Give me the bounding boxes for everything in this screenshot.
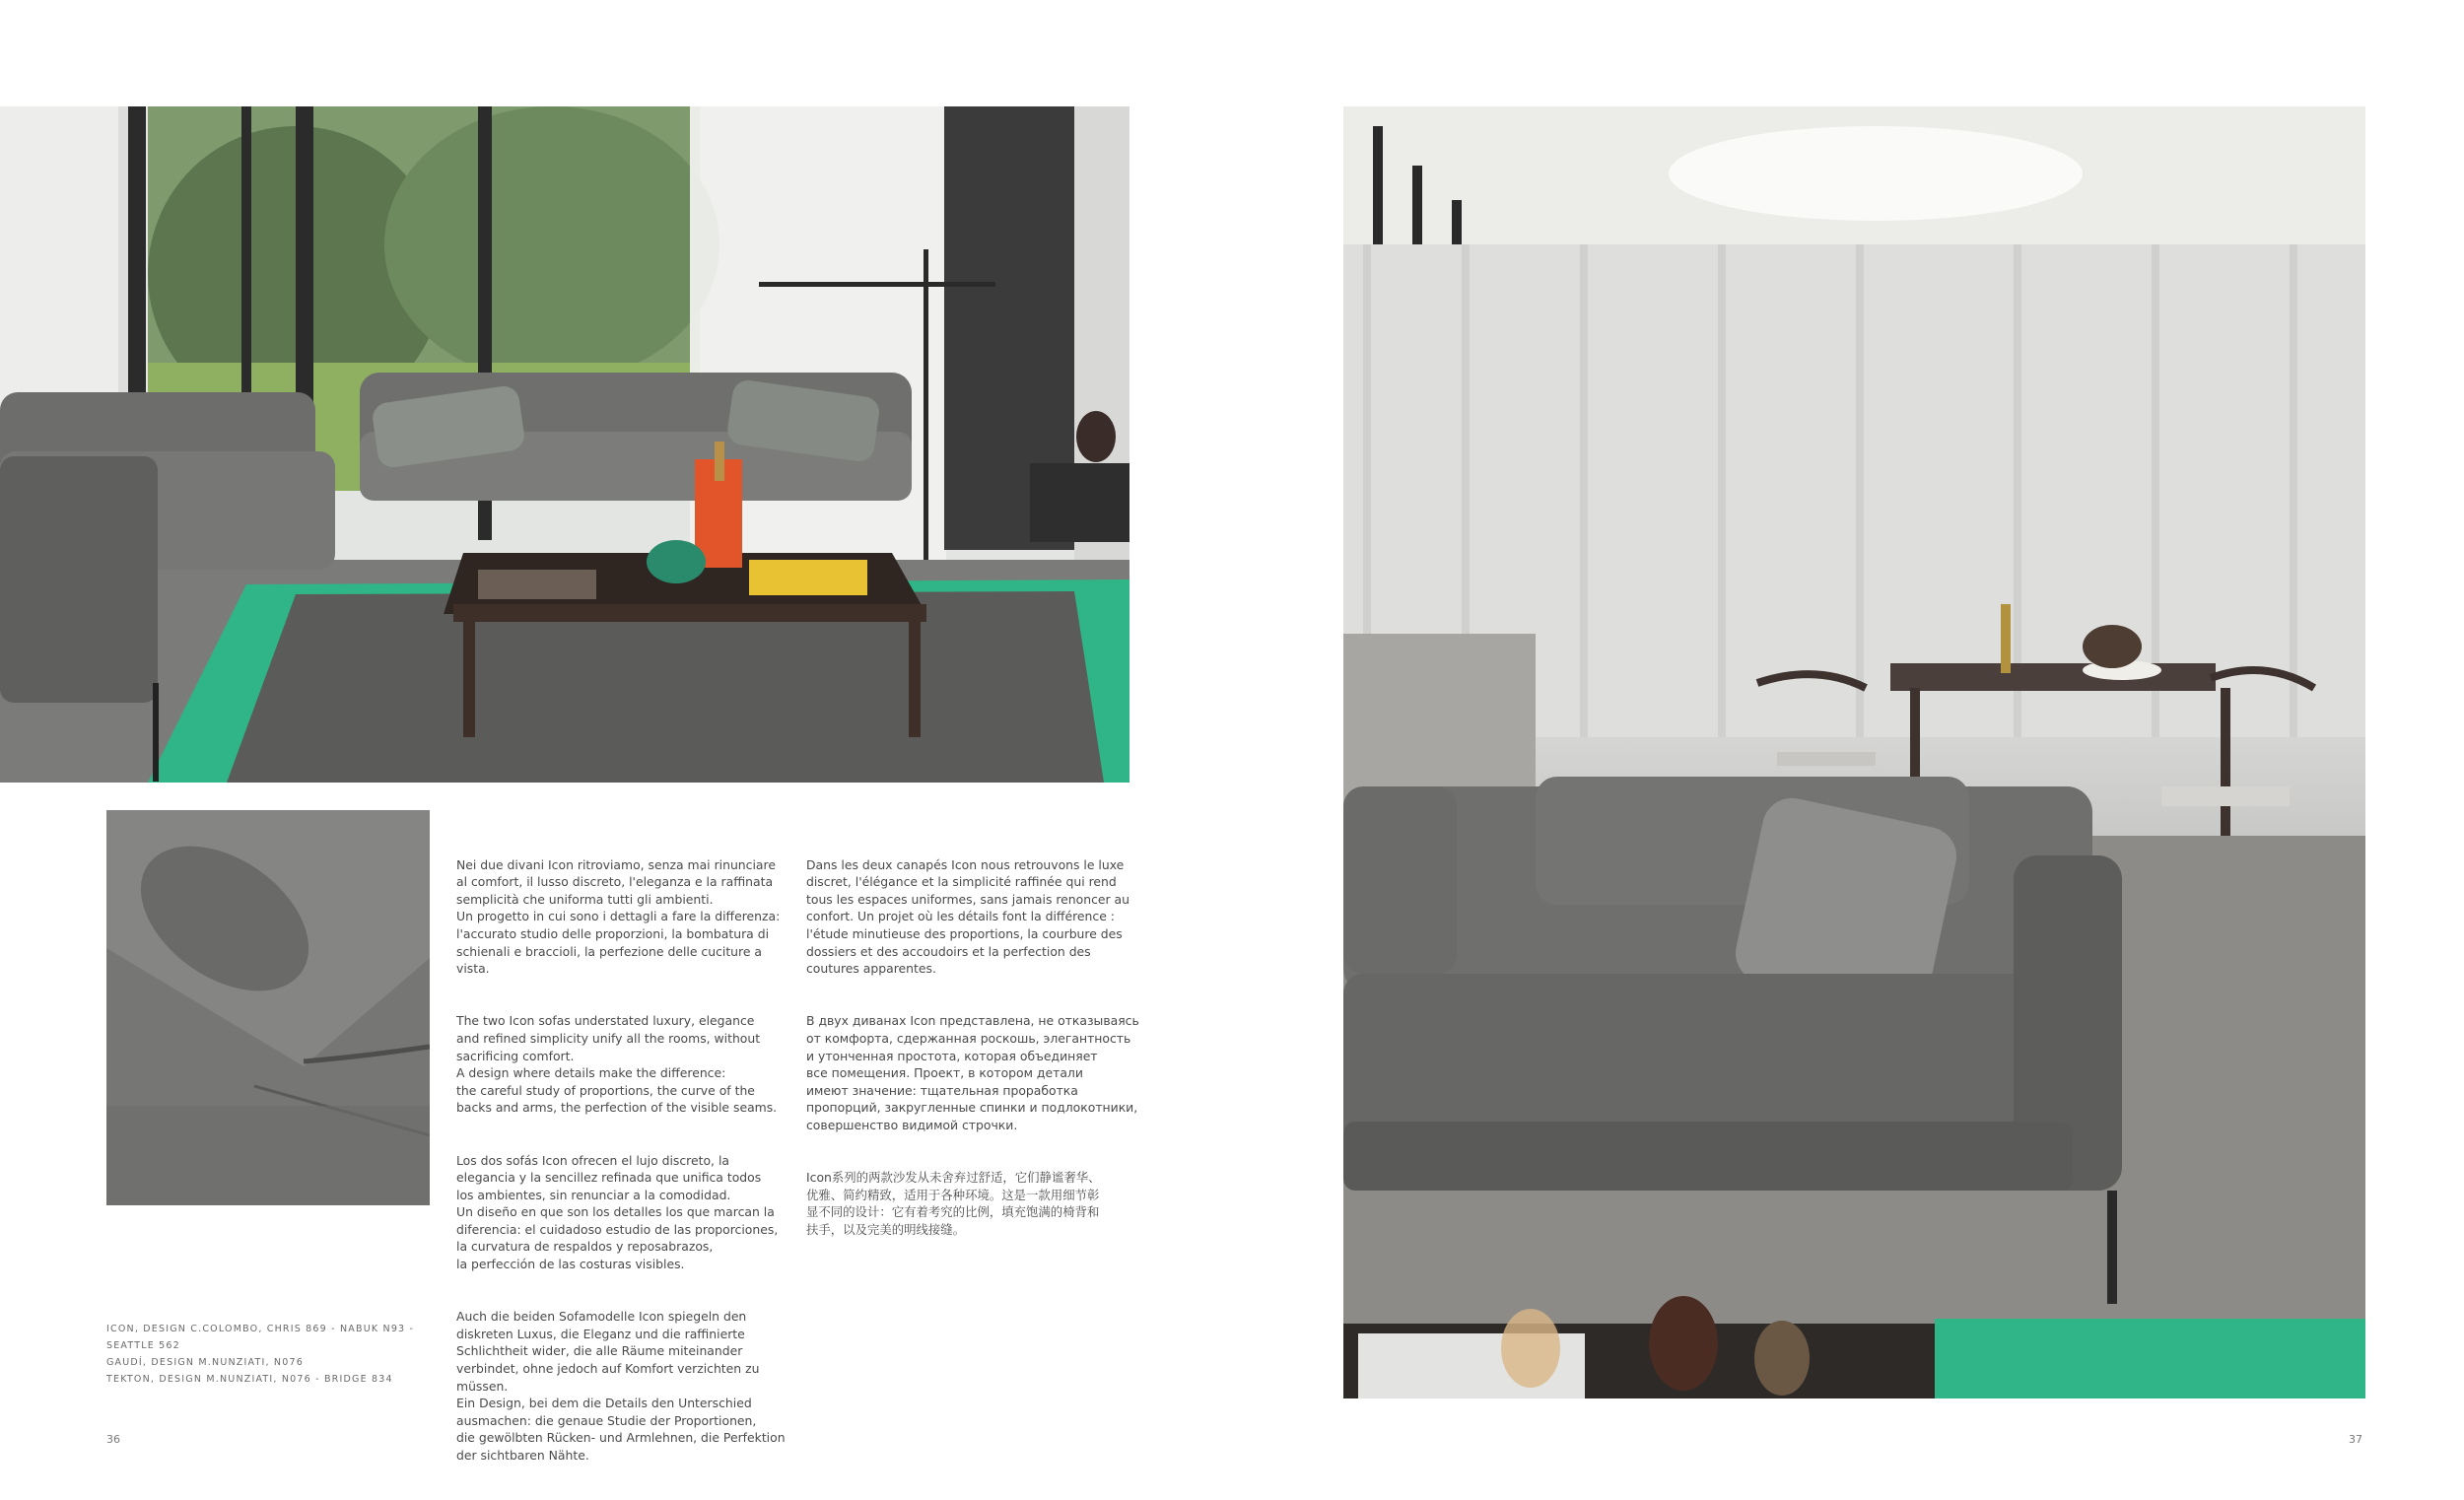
dining-room-illustration [1343,106,2365,1398]
dining-room-photo [1343,106,2365,1398]
paragraph-spanish: Los dos sofás Icon ofrecen el lujo discreto, la elegancia y la sencillez refinada que unifica todos los ambientes, sin renunciar a la comodidad. Un diseño en que son los detalles los que marcan la diferencia: el cuidadoso estudio de las proporciones, la curvatura de respaldos y reposabrazos, la perfección de las costuras visibles. [456,1152,779,1272]
caption-line: TEKTON, DESIGN M.NUNZIATI, N076 - BRIDGE 834 [106,1374,393,1385]
paragraph-chinese: Icon系列的两款沙发从未舍弃过舒适，它们静谧奢华、 优雅、简约精致，适用于各种环境。这是一款用细节彰 显不同的设计：它有着考究的比例，填充饱满的椅背和 扶手，以及完美的明线接缝。 [806,1170,1101,1237]
paragraph-german: Auch die beiden Sofamodelle Icon spiegeln den diskreten Luxus, die Eleganz und die raffinierte Schlichtheit wider, die alle Räume miteinander verbindet, ohne jedoch auf Komfort verzichten zu müssen. Ein Design, bei dem die Details den Unterschied ausmachen: die genaue Studie der Proportionen, die gewölbten Rücken- und Armlehnen, die Perfektion der sichtbaren Nähte. [456,1309,786,1463]
paragraph-french: Dans les deux canapés Icon nous retrouvons le luxe discret, l'élégance et la simplicité raffinée qui rend tous les espaces uniformes, sans jamais renoncer au confort. Un projet où les détails font la différence : l'étude minutieuse des proportions, la courbure des dossiers et des accoudoirs et la perfection des coutures apparentes. [806,856,1129,977]
paragraph-italian: Nei due divani Icon ritroviamo, senza mai rinunciare al comfort, il lusso discreto, l'eleganza e la raffinata semplicità che uniforma tutti gli ambienti. Un progetto in cui sono i dettagli a fare la differenza: l'accurato studio delle proporzioni, la bombatura di schienali e braccioli, la perfezione delle cuciture a vista. [456,856,781,977]
text-column-left [456,839,791,1499]
paragraph-english: The two Icon sofas understated luxury, elegance and refined simplicity unify all the rooms, without sacrificing comfort. A design where details make the difference: the careful study of proportions, the curve of the backs and arms, the perfection of the visible seams. [456,1013,778,1116]
page-number-left: 36 [106,1433,120,1446]
paragraph-russian: В двух диванах Icon представлена, не отказываясь от комфорта, сдержанная роскошь, элегантность и утонченная простота, которая объединяет все помещения. Проект, в котором детали имеют значение: тщательная проработка пропорций, закругленные спинки и подлокотники, совершенство видимой строчки. [806,1013,1139,1132]
text-column-right [806,839,1141,1273]
fabric-detail-illustration [106,810,430,1205]
caption-line: ICON, DESIGN C.COLOMBO, CHRIS 869 - NABUK N93 - [106,1324,415,1334]
living-room-photo [0,106,1129,783]
living-room-illustration [0,106,1129,783]
product-caption [106,1321,414,1388]
page-number-right: 37 [2349,1433,2362,1446]
sofa-fabric-detail-photo [106,810,430,1205]
caption-line: SEATTLE 562 [106,1340,180,1351]
caption-line: GAUDÍ, DESIGN M.NUNZIATI, N076 [106,1357,304,1368]
